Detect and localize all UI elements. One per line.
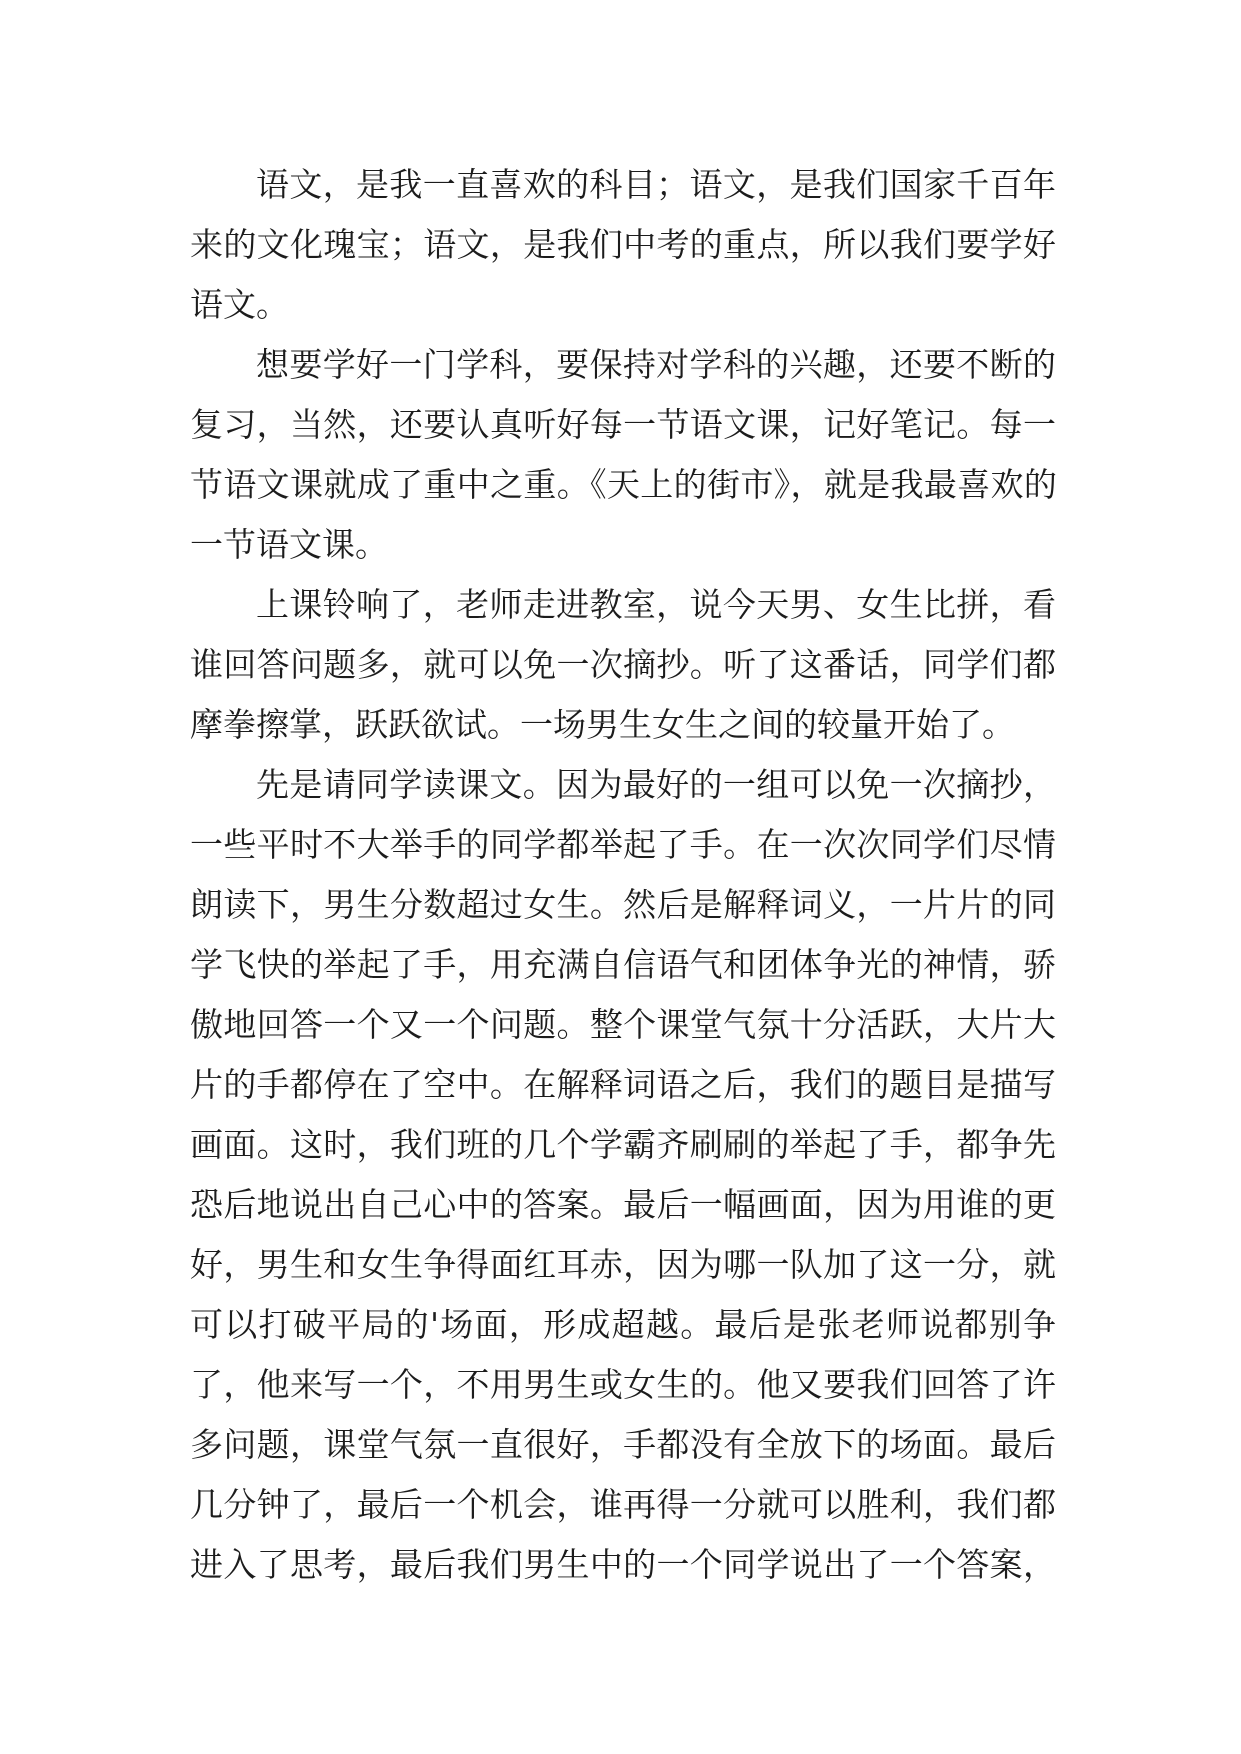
text-line: 节语文课就成了重中之重。《天上的街市》，就是我最喜欢的 [190, 465, 1056, 504]
text-line: 画面。这时，我们班的几个学霸齐刷刷的举起了手，都争先 [190, 1125, 1056, 1164]
text-line: 进入了思考，最后我们男生中的一个同学说出了一个答案， [190, 1545, 1056, 1584]
text-line: 了，他来写一个，不用男生或女生的。他又要我们回答了许 [190, 1365, 1056, 1404]
text-line: 学飞快的举起了手，用充满自信语气和团体争光的神情，骄 [190, 945, 1056, 984]
text-line: 片的手都停在了空中。在解释词语之后，我们的题目是描写 [190, 1065, 1056, 1104]
text-line: 先是请同学读课文。因为最好的一组可以免一次摘抄， [256, 765, 1056, 804]
text-line: 想要学好一门学科，要保持对学科的兴趣，还要不断的 [256, 345, 1056, 384]
text-line: 语文，是我一直喜欢的科目；语文，是我们国家千百年 [256, 165, 1056, 204]
text-line: 几分钟了，最后一个机会，谁再得一分就可以胜利，我们都 [190, 1485, 1056, 1524]
paragraph [190, 575, 1056, 755]
text-line: 朗读下，男生分数超过女生。然后是解释词义，一片片的同 [190, 885, 1056, 924]
text-line: 语文。 [190, 285, 289, 324]
text-line: 谁回答问题多，就可以免一次摘抄。听了这番话，同学们都 [190, 645, 1056, 684]
text-line: 多问题，课堂气氛一直很好，手都没有全放下的场面。最后 [190, 1425, 1056, 1464]
text-line: 来的文化瑰宝；语文，是我们中考的重点，所以我们要学好 [190, 225, 1056, 264]
paragraph [190, 755, 1056, 1595]
text-line: 复习，当然，还要认真听好每一节语文课，记好笔记。每一 [190, 405, 1056, 444]
text-line: 摩拳擦掌，跃跃欲试。一场男生女生之间的较量开始了。 [190, 705, 1015, 744]
text-line: 好，男生和女生争得面红耳赤，因为哪一队加了这一分，就 [190, 1245, 1056, 1284]
document-body [190, 155, 1056, 1595]
text-line: 一节语文课。 [190, 525, 388, 564]
text-line: 上课铃响了，老师走进教室，说今天男、女生比拼，看 [256, 585, 1056, 624]
paragraph [190, 335, 1056, 575]
paragraph [190, 155, 1056, 335]
text-line: 恐后地说出自己心中的答案。最后一幅画面，因为用谁的更 [190, 1185, 1056, 1224]
text-line: 可以打破平局的'场面，形成超越。最后是张老师说都别争 [190, 1305, 1056, 1344]
text-line: 傲地回答一个又一个问题。整个课堂气氛十分活跃，大片大 [190, 1005, 1056, 1044]
text-line: 一些平时不大举手的同学都举起了手。在一次次同学们尽情 [190, 825, 1056, 864]
